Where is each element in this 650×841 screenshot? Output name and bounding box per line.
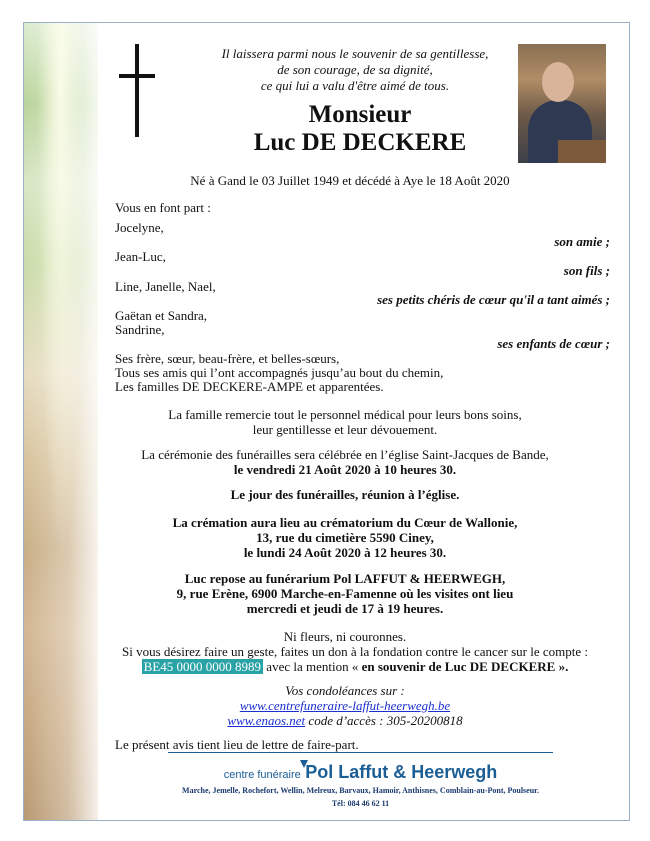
enaos-link[interactable]: www.enaos.net <box>227 713 306 728</box>
thanks <box>100 407 590 437</box>
family-name: Sandrine, <box>115 322 165 337</box>
donation-line: Si vous désirez faire un geste, faites un don à la fondation contre le cancer sur le compte : <box>121 644 589 659</box>
donation-mention: en souvenir de Luc DE DECKERE ». <box>361 659 569 674</box>
mention-prefix: avec la mention « <box>263 659 362 674</box>
cremation-line: le lundi 24 Août 2020 à 12 heures 30. <box>243 545 447 560</box>
quote-line: de son courage, de sa dignité, <box>277 62 433 77</box>
rest-line: 9, rue Erène, 6900 Marche-en-Famenne où les visites ont lieu <box>176 586 514 601</box>
meeting: Le jour des funérailles, réunion à l’église. <box>230 487 460 502</box>
quote <box>190 46 520 94</box>
family-name: Gaëtan et Sandra, <box>115 308 208 323</box>
quote-line: ce qui lui a valu d'être aimé de tous. <box>260 78 450 93</box>
rest-line: Luc repose au funérarium Pol LAFFUT & HEERWEGH, <box>184 571 506 586</box>
thanks-line: leur gentillesse et leur dévouement. <box>252 422 438 437</box>
logo-small-text: centre funéraire <box>223 769 301 781</box>
funeral-home-logo <box>168 762 553 783</box>
condolences-label: Vos condoléances sur : <box>285 683 405 698</box>
cross-icon-bar <box>119 74 155 78</box>
others-line: Les familles DE DECKERE-AMPE et apparentées. <box>115 379 384 394</box>
birth-death-line: Né à Gand le 03 Juillet 1949 et décédé à Aye le 18 Août 2020 <box>190 173 510 188</box>
others-line: Ses frère, sœur, beau-frère, et belles-sœurs, <box>115 351 340 366</box>
deceased-name: Luc DE DECKERE <box>253 129 467 156</box>
family-relation: ses enfants de cœur ; <box>497 336 610 351</box>
logo-phone: Tél: 084 46 62 11 <box>331 799 390 808</box>
iban-account: BE45 0000 0000 8989 <box>143 659 262 674</box>
funeral-home-link[interactable]: www.centrefuneraire-laffut-heerwegh.be <box>239 698 451 713</box>
forest-path-image <box>24 23 98 820</box>
condolences <box>100 683 590 728</box>
flowers-note: Ni fleurs, ni couronnes. <box>283 629 407 644</box>
donation <box>95 644 615 674</box>
ceremony-line: La cérémonie des funérailles sera célébrée en l’église Saint-Jacques de Bande, <box>141 447 549 462</box>
thanks-line: La famille remercie tout le personnel médical pour leurs bons soins, <box>168 407 522 422</box>
portrait-head <box>542 62 574 102</box>
family-name: Jocelyne, <box>115 220 164 235</box>
deceased-title <box>200 101 520 157</box>
others-line: Tous ses amis qui l’ont accompagnés jusqu’au bout du chemin, <box>115 365 444 380</box>
cremation <box>100 515 590 560</box>
ceremony-date: le vendredi 21 Août 2020 à 10 heures 30. <box>233 462 457 477</box>
access-code: code d’accès : 305-20200818 <box>305 713 463 728</box>
cross-icon <box>135 44 139 137</box>
family-name: Line, Janelle, Nael, <box>115 279 216 294</box>
family-relation: son amie ; <box>554 234 610 249</box>
footer-note: Le présent avis tient lieu de lettre de faire-part. <box>115 737 359 752</box>
quote-line: Il laissera parmi nous le souvenir de sa gentillesse, <box>221 46 489 61</box>
cremation-line: La crémation aura lieu au crématorium du Cœur de Wallonie, <box>172 515 518 530</box>
portrait-desk <box>558 140 606 163</box>
logo-divider <box>168 752 553 753</box>
funeral-home-rest <box>100 571 590 616</box>
rest-line: mercredi et jeudi de 17 à 19 heures. <box>246 601 444 616</box>
family-name: Jean-Luc, <box>115 249 166 264</box>
ceremony <box>100 447 590 477</box>
title-honorific: Monsieur <box>308 101 412 128</box>
family-relation: ses petits chéris de cœur qu'il a tant aimés ; <box>377 292 610 307</box>
logo-towns: Marche, Jemelle, Rochefort, Wellin, Melreux, Barvaux, Hamoir, Anthisnes, Comblain-au-Pont, Poulseur. <box>182 786 539 795</box>
logo-name: Pol Laffut & Heerwegh <box>305 762 498 782</box>
family-relation: son fils ; <box>563 263 610 278</box>
intro: Vous en font part : <box>115 200 211 215</box>
cremation-line: 13, rue du cimetière 5590 Ciney, <box>256 530 434 545</box>
portrait-photo <box>518 44 606 163</box>
